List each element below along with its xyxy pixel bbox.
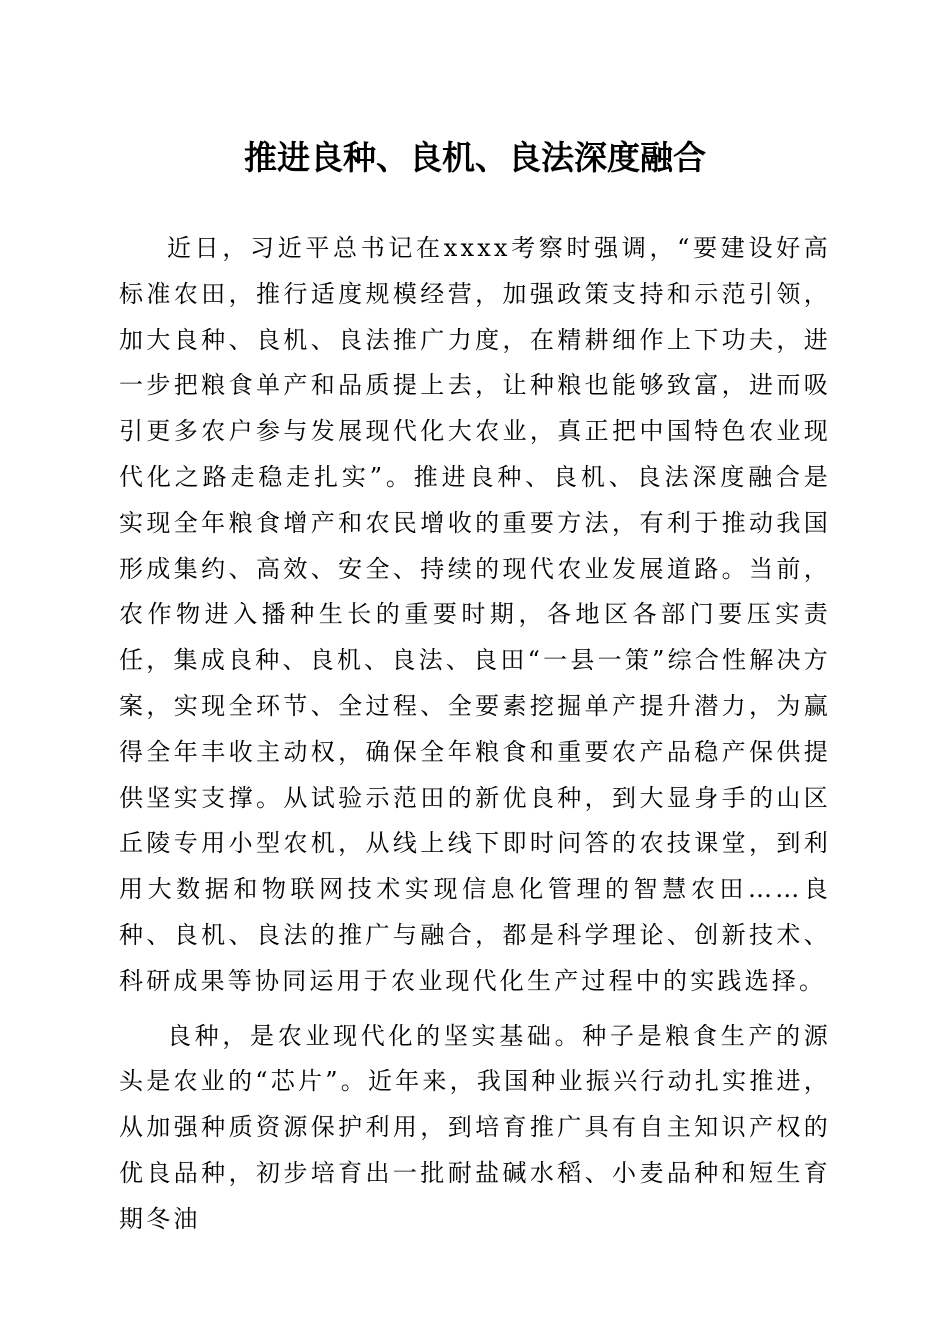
paragraph: 良种，是农业现代化的坚实基础。种子是粮食生产的源头是农业的“芯片”。近年来，我国种业振兴行动扎实推进，从加强种质资源保护利用，到培育推广具有自主知识产权的优良品种，初步培育出一批耐盐碱水稻、小麦品种和短生育期冬油 [119, 1021, 831, 1233]
document-title: 推进良种、良机、良法深度融合 [244, 138, 706, 177]
paragraph: 近日，习近平总书记在xxxx考察时强调，“要建设好高标准农田，推行适度规模经营，加强政策支持和示范引领，加大良种、良机、良法推广力度，在精耕细作上下功夫，进一步把粮食单产和品质提上去，让种粮也能够致富，进而吸引更多农户参与发展现代化大农业，真正把中国特色农业现代化之路走稳走扎实”。推进良种、良机、良法深度融合是实现全年粮食增产和农民增收的重要方法，有利于推动我国形成集约、高效、安全、持续的现代农业发展道路。当前，农作物进入播种生长的重要时期，各地区各部门要压实责任，集成良种、良机、良法、良田“一县一策”综合性解决方案，实现全环节、全过程、全要素挖掘单产提升潜力，为赢得全年丰收主动权，确保全年粮食和重要农产品稳产保供提供坚实支撑。从试验示范田的新优良种，到大显身手的山区丘陵专用小型农机，从线上线下即时问答的农技课堂，到利用大数据和物联网技术实现信息化管理的智慧农田……良种、良机、良法的推广与融合，都是科学理论、创新技术、科研成果等协同运用于农业现代化生产过程中的实践选择。 [119, 234, 831, 995]
document-body [119, 226, 831, 1243]
